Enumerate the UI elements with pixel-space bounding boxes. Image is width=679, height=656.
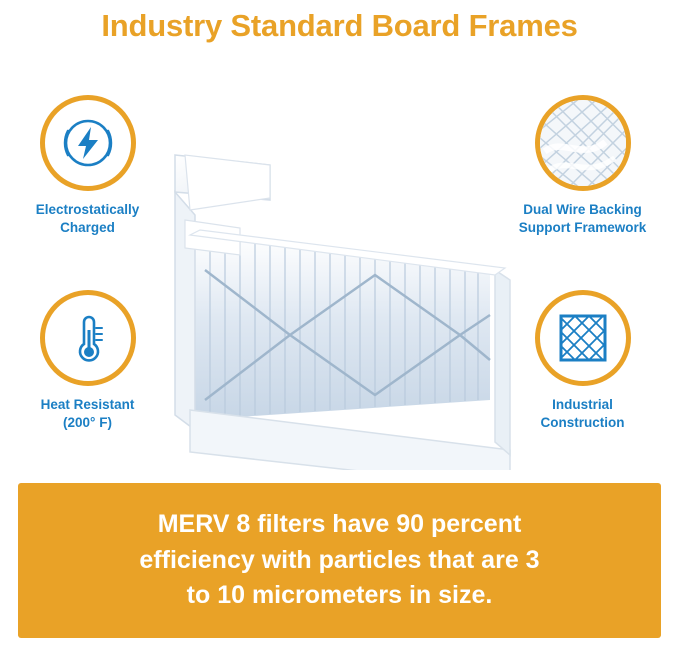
banner-line-2: efficiency with particles that are 3 bbox=[139, 545, 540, 574]
badge-ring bbox=[40, 290, 136, 386]
feature-label bbox=[500, 396, 665, 432]
feature-label bbox=[5, 396, 170, 432]
banner-line-1: MERV 8 filters have 90 percent bbox=[157, 510, 522, 539]
feature-label-line1: Dual Wire Backing bbox=[523, 202, 642, 217]
feature-label-line2: Construction bbox=[540, 415, 625, 431]
header bbox=[0, 0, 679, 52]
feature-label-line1: Industrial bbox=[552, 397, 613, 412]
feature-electrostatically-charged bbox=[5, 95, 170, 237]
feature-label-line1: Heat Resistant bbox=[40, 397, 135, 412]
thermometer-icon bbox=[58, 308, 118, 368]
lightning-bolt-icon bbox=[58, 113, 118, 173]
feature-label-line2: (200° F) bbox=[63, 415, 112, 431]
feature-label-line1: Electrostatically bbox=[35, 202, 140, 217]
merv-info-banner bbox=[18, 483, 661, 638]
feature-label bbox=[500, 201, 665, 237]
feature-dual-wire-backing bbox=[500, 95, 665, 237]
wire-mesh-icon bbox=[540, 97, 626, 189]
feature-label-line2: Charged bbox=[60, 220, 115, 236]
banner-line-3: to 10 micrometers in size. bbox=[186, 581, 493, 610]
badge-ring bbox=[40, 95, 136, 191]
lattice-frame-icon bbox=[553, 308, 613, 368]
feature-label-line2: Support Framework bbox=[518, 220, 647, 236]
air-filter-svg bbox=[150, 70, 530, 470]
feature-industrial-construction bbox=[500, 290, 665, 432]
badge-ring bbox=[535, 290, 631, 386]
badge-ring bbox=[535, 95, 631, 191]
feature-label bbox=[5, 201, 170, 237]
feature-heat-resistant bbox=[5, 290, 170, 432]
banner-text bbox=[111, 507, 567, 614]
page-title: Industry Standard Board Frames bbox=[101, 8, 578, 43]
product-illustration bbox=[150, 70, 530, 470]
